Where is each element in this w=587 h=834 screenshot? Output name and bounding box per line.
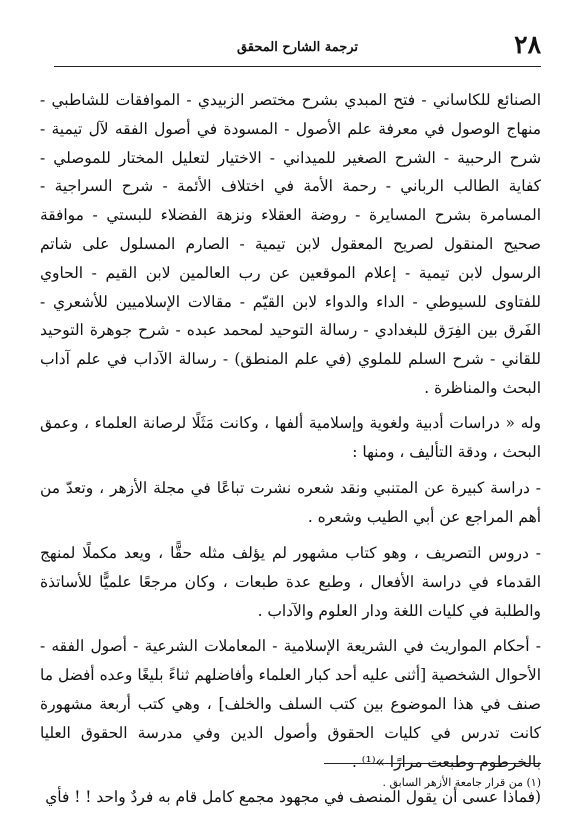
bullet-inheritance-rulings: - أحكام المواريث في الشريعة الإسلامية - المعاملات الشرعية - أصول الفقه - الأحوال الشخصية [أثنى عليه أحد كبار العلماء وأفاضلهم ثناءً بليغًا وعده أفضل ما صنف في هذا الموضوع بين كتب السلف والخلف] ، وهي كتب أربعة مشهورة كانت تدرس في كليات الحقوق وأصول الدين وفي مدرسة الحقوق العليا بالخرطوم وطبعت مرارًا »⁽¹⁾ . (40, 637, 541, 771)
paragraph-studies-intro: وله « دراسات أدبية ولغوية وإسلامية ألفها ، وكانت مَثَلًا لرصانة العلماء ، وعمق البحث ، ودقة التأليف ، ومنها : (40, 413, 541, 461)
footnote-rule (324, 763, 541, 764)
page-header (54, 30, 541, 66)
bullet-mutanabbi-study: - دراسة كبيرة عن المتنبي ونقد شعره نشرت تباعًا في مجلة الأزهر ، وتعدّ من أهم المراجع عن أبي الطيب وشعره . (40, 479, 541, 527)
footnote: (١) من قرار جامعة الأزهر السابق . (382, 776, 541, 789)
bullet-tasrif-lessons: - دروس التصريف ، وهو كتاب مشهور لم يؤلف مثله حقًّا ، ويعد مكملًا لمنهج القدماء في دراسة الأفعال ، وطبع عدة طبعات ، وكان مرجعًا علميًّا للأساتذة والطلبة في كليات اللغة ودار العلوم والآداب . (40, 543, 541, 620)
page-number: ٢٨ (514, 30, 541, 59)
header-rule (54, 66, 541, 67)
paragraph-book-list: الصنائع للكاساني - فتح المبدي بشرح مختصر الزبيدي - الموافقات للشاطبي - منهاج الوصول في معرفة علم الأصول - المسودة في أصول الفقه لآل تيمية - شرح الرحبية - الشرح الصغير للميداني - الاختيار لتعليل المختار للموصلي - كفاية الطالب الرباني - رحمة الأمة في اختلاف الأئمة - شرح السراجية - المسامرة بشرح المسايرة - روضة العقلاء ونزهة الفضلاء للبستي - موافقة صحيح المنقول لصريح المعقول لابن تيمية - الصارم المسلول على شاتم الرسول لابن تيمية - إعلام الموقعين عن رب العالمين لابن القيم - الحاوي للفتاوى للسيوطي - الداء والدواء لابن القيّم - مقالات الإسلاميين للأشعري - الفَرق بين الفِرَق للبغدادي - رسالة التوحيد لمحمد عبده - شرح جوهرة التوحيد للقاني - شرح السلم للملوي (في علم المنطق) - رسالة الآداب في علم آداب البحث والمناظرة . (40, 91, 541, 397)
running-title: ترجمة الشارح المحقق (236, 40, 359, 55)
paragraph-closing: (فماذا عسى أن يقول المنصف في مجهود مجمع كامل قام به فردٌ واحد ! ! فأي (45, 788, 541, 807)
body-text (40, 86, 541, 812)
